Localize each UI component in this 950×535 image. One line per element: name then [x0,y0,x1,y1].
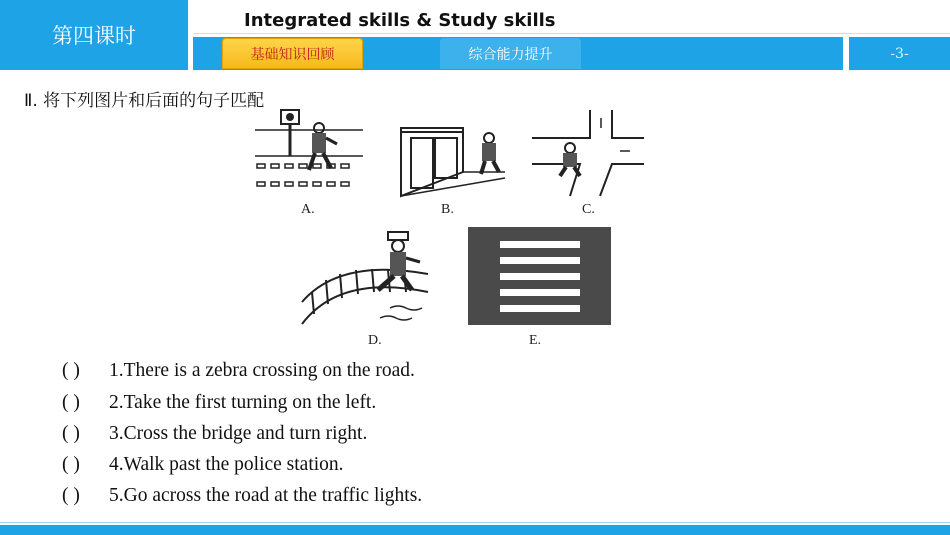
question-4 [62,454,344,476]
question-text: 4.Walk past the police station. [109,454,344,475]
picture-b-label: B. [441,202,454,217]
answer-blank-4[interactable]: ( ) [62,454,80,475]
picture-e-zebra-crossing [468,227,611,325]
page-title: Integrated skills & Study skills [244,10,556,31]
divider [193,33,950,34]
picture-c-label: C. [582,202,595,217]
question-1 [62,360,415,382]
answer-blank-2[interactable]: ( ) [62,392,80,413]
picture-c-crossroads [530,108,646,198]
picture-a-label: A. [301,202,315,217]
question-2 [62,392,376,414]
picture-b-building [397,108,507,200]
picture-d-label: D. [368,333,382,348]
answer-blank-1[interactable]: ( ) [62,360,80,381]
tab-basic-knowledge[interactable]: 基础知识回顾 [222,38,363,69]
question-5 [62,485,422,507]
tab-comprehensive-ability[interactable]: 综合能力提升 [440,38,581,69]
footer-bar [0,525,950,535]
picture-a-traffic-light [253,108,365,200]
exercise-heading: Ⅱ. 将下列图片和后面的句子匹配 [24,91,265,111]
question-text: 3.Cross the bridge and turn right. [109,423,368,444]
answer-blank-5[interactable]: ( ) [62,485,80,506]
picture-d-bridge [300,228,430,328]
lesson-label: 第四课时 [0,0,188,70]
page-number: -3- [849,37,950,70]
picture-e-label: E. [529,333,542,348]
question-text: 1.There is a zebra crossing on the road. [109,360,415,381]
question-text: 2.Take the first turning on the left. [109,392,377,413]
answer-blank-3[interactable]: ( ) [62,423,80,444]
question-text: 5.Go across the road at the traffic lights. [109,485,423,506]
question-3 [62,423,367,445]
footer-divider [0,522,950,523]
